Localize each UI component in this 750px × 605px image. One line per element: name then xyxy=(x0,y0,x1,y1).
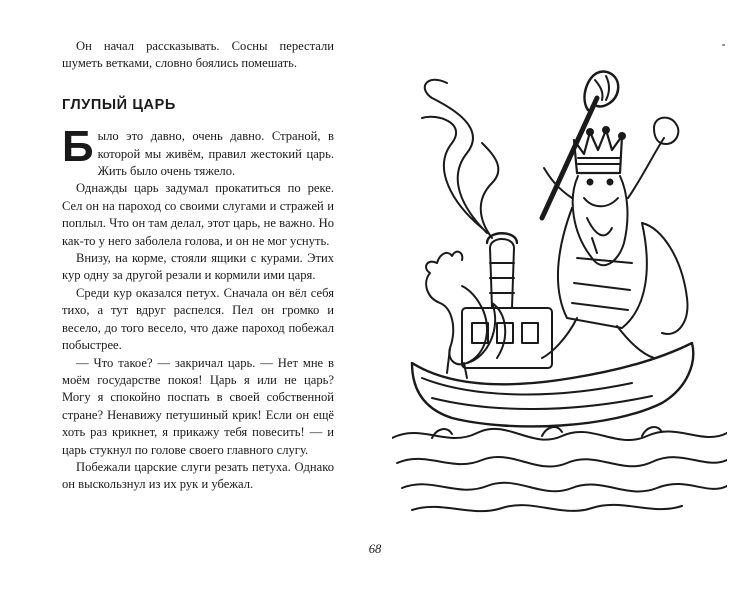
paragraph-6: Побежали царские слуги резать петуха. Однако он выскользнул из их рук и убежал. xyxy=(62,459,334,492)
paragraph-3: Внизу, на корме, стояли ящики с курами. Этих кур одну за другой резали и кормили ими царя. xyxy=(62,251,334,283)
tsar-robe xyxy=(558,208,647,328)
drop-cap: Б xyxy=(62,122,94,172)
tsar-beard xyxy=(573,176,628,265)
river-waves xyxy=(392,429,727,440)
rooster xyxy=(426,262,487,365)
paragraph-1-text: ыло это давно, очень давно. Страной, в которой мы живём, правил жестокий царь. Жить было очень тяжело. xyxy=(97,129,334,179)
raised-fist xyxy=(654,118,678,144)
page-number: 68 xyxy=(368,542,382,556)
intro-paragraph: Он начал рассказывать. Сосны перестали шуметь ветками, словно боялись помешать. xyxy=(62,39,334,71)
paragraph-5: — Что такое? — закричал царь. — Нет мне в моём государстве покоя! Царь я или не царь? Могу я спокойно поспать в своей собственной стране? Ненавижу петушиный крик! Если он ещё хоть раз крикнет, я прикажу тебя повесить! — и царь стукнул по голове своего главного слугу. xyxy=(62,355,334,457)
gutter-mark xyxy=(722,44,725,46)
paragraph-1 xyxy=(62,122,334,180)
paragraph-4: Среди кур оказался петух. Сначала он вёл себя тихо, а тут вдруг распелся. Пел он громко и весело, до того весело, что даже пароход побежал побыстрее. xyxy=(62,285,334,353)
tsar-on-steamboat-illustration xyxy=(392,58,727,518)
chapter-title: ГЛУПЫЙ ЦАРЬ xyxy=(62,96,176,113)
left-page-text xyxy=(62,38,334,494)
steamboat-chimney xyxy=(490,239,514,308)
smoke-plume xyxy=(422,80,487,233)
paragraph-2: Однажды царь задумал прокатиться по реке. Сел он на пароход со своими слугами и стражей и поплыл. Что он там делал, этот царь, не важно. Но как-то у него заболела голова, и он не мог уснуть. xyxy=(62,181,334,248)
